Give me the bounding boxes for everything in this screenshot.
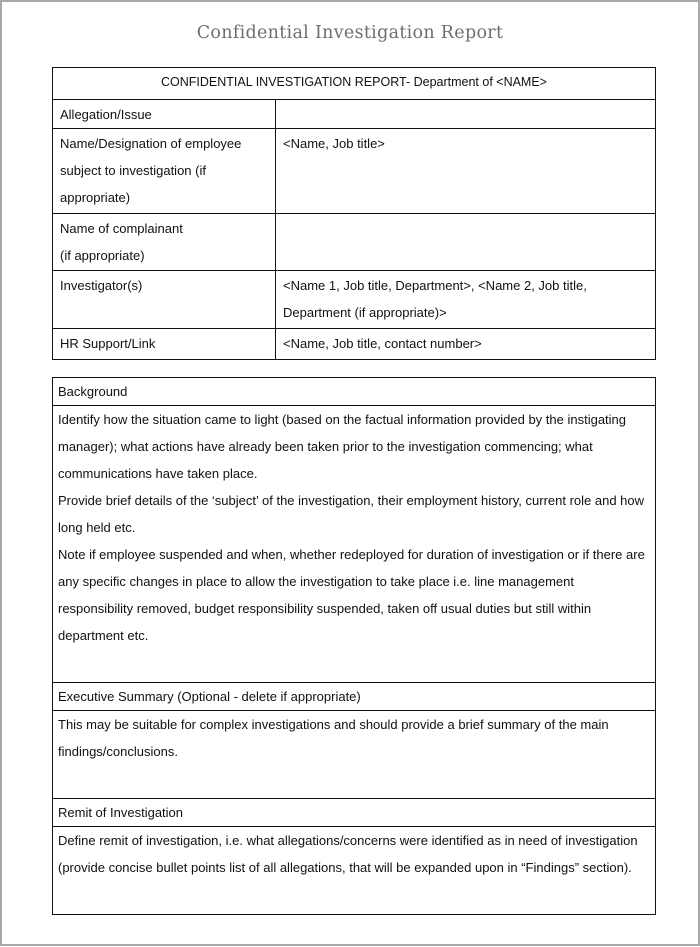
- row-value[interactable]: [276, 100, 656, 129]
- section-body-row: [53, 711, 656, 799]
- section-body-row: [53, 406, 656, 683]
- row-value[interactable]: <Name, Job title>: [276, 129, 656, 214]
- section-body-executive-summary[interactable]: [53, 711, 656, 799]
- section-body-background[interactable]: [53, 406, 656, 683]
- row-label-line: (if appropriate): [60, 248, 145, 263]
- section-heading-row: [53, 378, 656, 406]
- row-label: Name/Designation of employee subject to investigation (if appropriate): [53, 129, 276, 214]
- paragraph: Identify how the situation came to light (based on the factual information provided by the instigating manager); what actions have already been taken prior to the investigation commencing; what communications have taken place.: [58, 412, 627, 481]
- row-value[interactable]: <Name 1, Job title, Department>, <Name 2, Job title, Department (if appropriate)>: [276, 271, 656, 329]
- paragraph: Note if employee suspended and when, whether redeployed for duration of investigation or if there are any specific changes in place to allow the investigation to take place i.e. line management responsibility removed, budget responsibility suspended, taken off usual duties but still within department etc.: [58, 547, 645, 643]
- sections-table: [52, 377, 656, 915]
- row-value[interactable]: <Name, Job title, contact number>: [276, 329, 656, 360]
- section-body-remit[interactable]: [53, 827, 656, 915]
- row-label: Investigator(s): [53, 271, 276, 329]
- paragraph: Provide brief details of the ‘subject’ of the investigation, their employment history, current role and how long held etc.: [58, 493, 645, 535]
- summary-table-header: CONFIDENTIAL INVESTIGATION REPORT- Department of <NAME>: [53, 68, 656, 100]
- table-row-hr-support: [53, 329, 656, 360]
- paragraph: This may be suitable for complex investigations and should provide a brief summary of the main findings/conclusions.: [58, 717, 609, 759]
- table-row-employee: [53, 129, 656, 214]
- section-body-row: [53, 827, 656, 915]
- document-title: Confidential Investigation Report: [196, 23, 504, 43]
- section-heading-executive-summary: Executive Summary (Optional - delete if appropriate): [53, 683, 656, 711]
- table-row-allegation: [53, 100, 656, 129]
- row-label: HR Support/Link: [53, 329, 276, 360]
- row-label: [53, 214, 276, 271]
- paragraph: Define remit of investigation, i.e. what allegations/concerns were identified as in need of investigation (provide concise bullet points list of all allegations, that will be expanded upon in “Findings” section).: [58, 833, 638, 875]
- row-label-line: Name of complainant: [60, 221, 183, 236]
- row-value[interactable]: [276, 214, 656, 271]
- section-heading-row: [53, 799, 656, 827]
- section-heading-row: [53, 683, 656, 711]
- summary-table-header-row: [53, 68, 656, 100]
- table-row-investigators: [53, 271, 656, 329]
- section-heading-remit: Remit of Investigation: [53, 799, 656, 827]
- section-heading-background: Background: [53, 378, 656, 406]
- table-row-complainant: [53, 214, 656, 271]
- row-label: Allegation/Issue: [53, 100, 276, 129]
- summary-table: [52, 67, 656, 360]
